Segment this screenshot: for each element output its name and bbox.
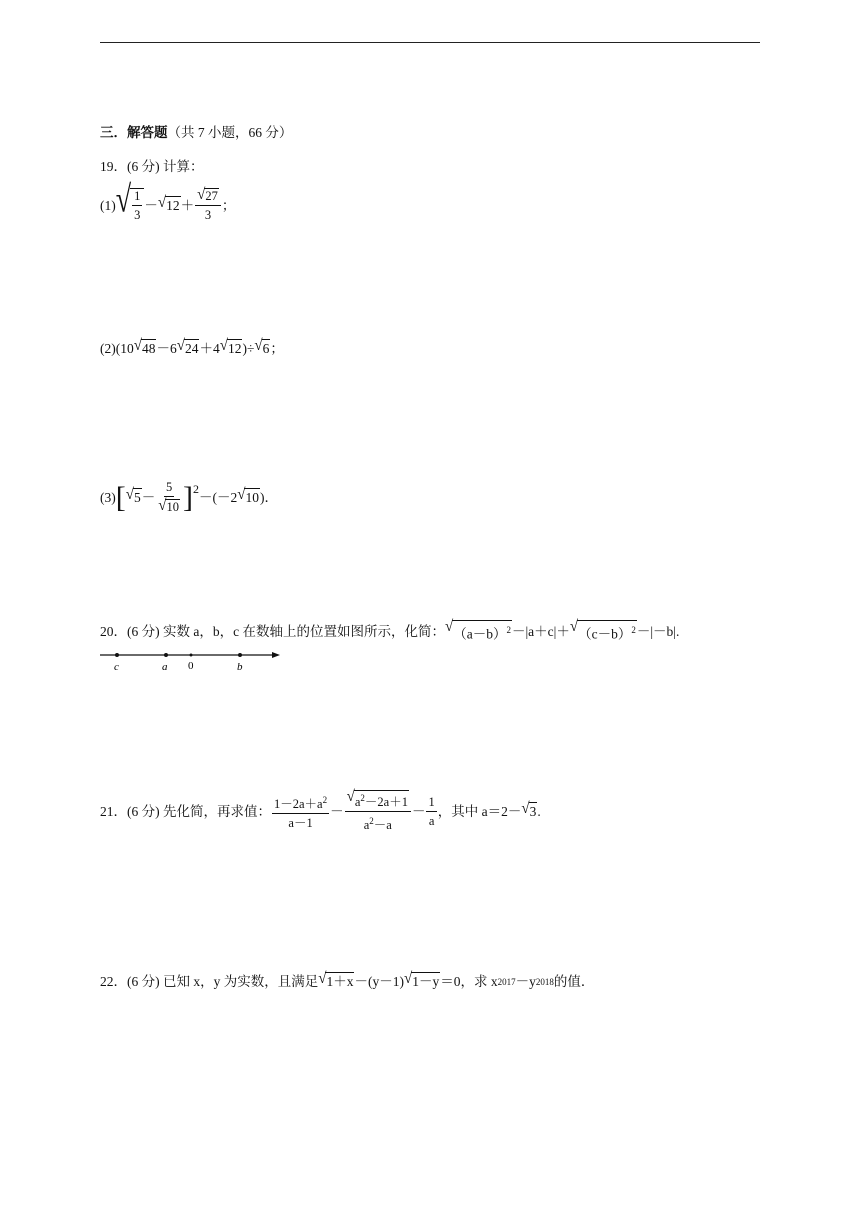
label-a: a xyxy=(162,661,168,673)
point-0 xyxy=(190,654,193,657)
point-c xyxy=(115,653,119,657)
point-b xyxy=(238,653,242,657)
point-a xyxy=(164,653,168,657)
label-b: b xyxy=(237,661,243,673)
q20-text: 20．(6 分) 实数 a，b，c 在数轴上的位置如图所示，化简： √ $(a-b)^2$ －|a＋c|＋ √ $(c-b)^2$ －|－b|. xyxy=(100,618,680,642)
q19-part2: (2)(10 √ 48 －6 √ 24 ＋4 √ 12 )÷ √ 6 ； xyxy=(100,337,284,357)
header-rule xyxy=(100,42,760,43)
section-title-text: 三．解答题 xyxy=(100,125,168,140)
q19-p1-sqrt2: √ 12 xyxy=(157,194,180,213)
q19-p1-sqrt1: √ $\frac{1}{3}$ xyxy=(116,188,145,223)
section-title xyxy=(100,124,292,142)
number-line-diagram xyxy=(100,648,280,678)
number-line-arrow xyxy=(272,652,280,658)
q22-text: 22．(6 分) 已知 x，y 为实数，且满足 √ 1＋x －(y－1) √ 1－y ＝0，求 x 2017 －y 2018 的值． xyxy=(100,970,595,990)
label-0: 0 xyxy=(188,660,194,672)
section-note: （共 7 小题，66 分） xyxy=(167,125,293,140)
q21-text: 21．(6 分) 先化简，再求值： $\frac{1-2a+a^2}{a-1}$ － √ $a^2-2a+1$ $a^2-a$ － $\frac{1}{a}$ ，其中 a＝2－ √ 3 . xyxy=(100,788,541,833)
q19-part1: (1) √ $\frac{1}{3}$ － √ 12 ＋ √ 27 3 ； xyxy=(100,179,236,222)
q19-p1-frac3: √ 27 3 xyxy=(195,188,221,223)
q19-p1-label: (1) xyxy=(100,197,116,213)
q19-head: 19．(6 分) 计算： xyxy=(100,159,204,174)
q19-part3: (3) [ √ 5 － 5 √ 10 ] 2 －(－2 √ 10 )． xyxy=(100,480,278,515)
label-c: c xyxy=(114,661,119,673)
